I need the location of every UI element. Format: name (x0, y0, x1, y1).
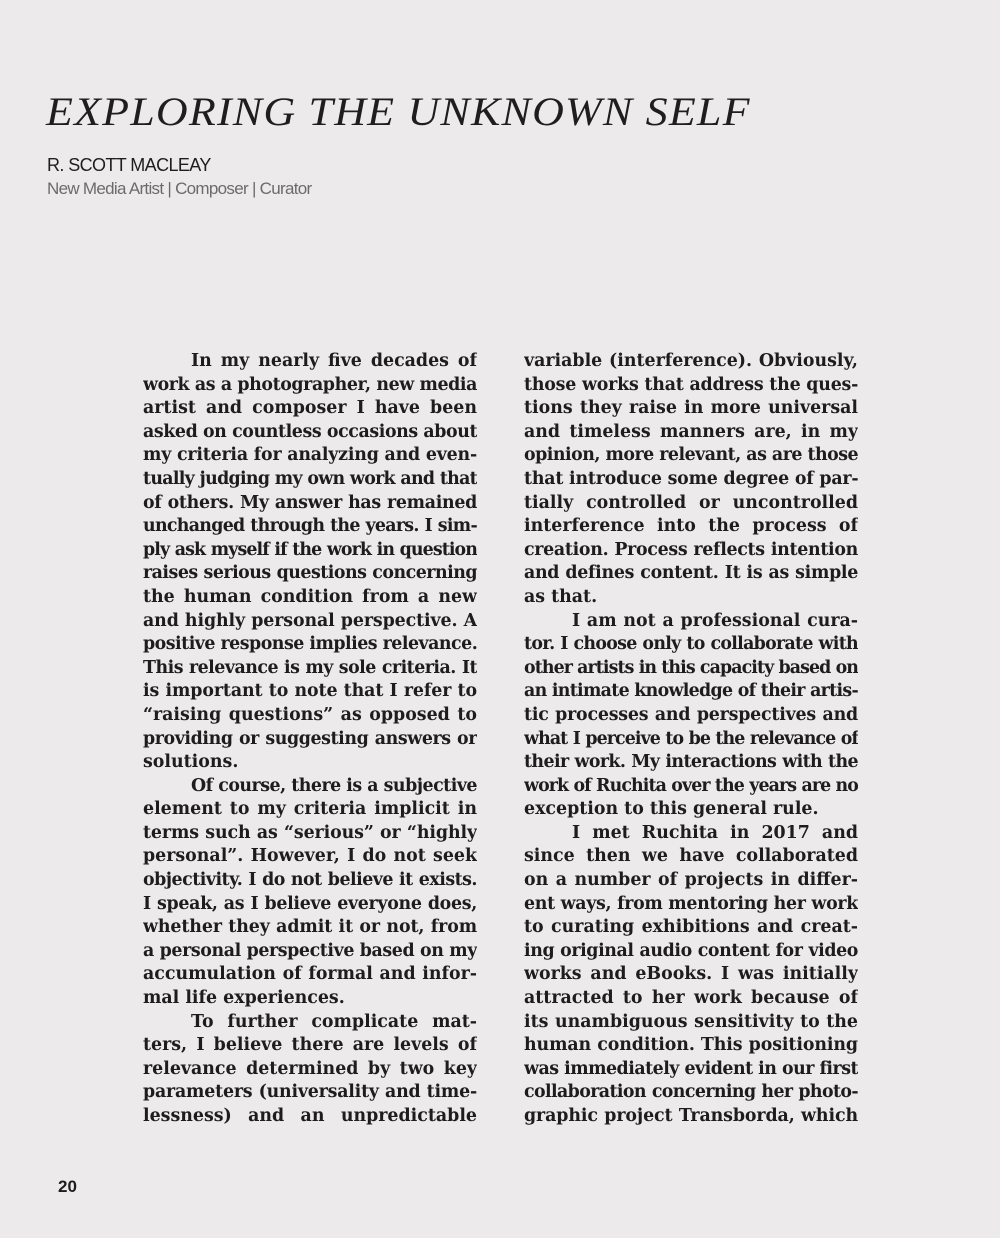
article-column-left (143, 350, 477, 1129)
text-line: that introduce some degree of par- (524, 468, 858, 489)
text-line: and defines content. It is as simple (524, 563, 858, 584)
text-line: objectivity. I do not believe it exists. (143, 870, 477, 891)
text-line: work of Ruchita over the years are no (524, 775, 858, 796)
text-line: Of course, there is a subjective (191, 775, 477, 796)
text-line: interference into the process of (524, 516, 858, 537)
author-name: R. SCOTT MACLEAY (47, 155, 211, 175)
text-line: graphic project Transborda, which (524, 1106, 858, 1126)
text-line: whether they admit it or not, from (143, 917, 477, 938)
text-line: since then we have collaborated (524, 846, 858, 867)
page-number: 20 (58, 1177, 77, 1196)
text-line: relevance determined by two key (143, 1058, 477, 1079)
text-line: ters, I believe there are levels of (143, 1035, 477, 1056)
text-line: those works that address the ques- (524, 374, 858, 395)
text-line: and timeless manners are, in my (524, 421, 858, 442)
text-line: its unambiguous sensitivity to the (524, 1011, 858, 1032)
text-line: To further complicate mat- (191, 1011, 477, 1032)
text-line: “raising questions” as opposed to (143, 704, 477, 725)
article-column-right (524, 350, 858, 1129)
text-line: other artists in this capacity based on (524, 657, 858, 678)
text-line: artist and composer I have been (143, 398, 477, 419)
text-line: was immediately evident in our first (524, 1058, 858, 1079)
text-line: terms such as “serious” or “highly (143, 822, 477, 843)
text-line: accumulation of formal and infor- (143, 964, 477, 985)
text-line: In my nearly five decades of (191, 351, 477, 371)
text-line: on a number of projects in differ- (524, 870, 858, 891)
author-roles: New Media Artist | Composer | Curator (47, 179, 312, 198)
article-title: EXPLORING THE UNKNOWN SELF (46, 88, 751, 134)
text-line: creation. Process reflects intention (524, 539, 858, 560)
text-line: exception to this general rule. (524, 799, 819, 820)
text-line: positive response implies relevance. (143, 634, 477, 655)
text-line: tic processes and perspectives and (524, 704, 858, 725)
text-line: I am not a professional cura- (572, 610, 858, 631)
text-line: This relevance is my sole criteria. It (143, 657, 477, 678)
text-line: to curating exhibitions and creat- (524, 917, 858, 938)
text-line: the human condition from a new (143, 586, 477, 607)
text-line: human condition. This positioning (524, 1035, 858, 1056)
text-line: and highly personal perspective. A (143, 610, 477, 631)
text-line: opinion, more relevant, as are those (524, 445, 858, 466)
text-line: their work. My interactions with the (524, 752, 858, 773)
text-line: parameters (universality and time- (143, 1082, 477, 1103)
text-line: element to my criteria implicit in (143, 799, 477, 820)
text-line: an intimate knowledge of their artis- (524, 681, 858, 702)
text-line: attracted to her work because of (524, 988, 858, 1009)
text-line: lessness) and an unpredictable (143, 1106, 477, 1126)
text-line: asked on countless occasions about (143, 421, 477, 442)
text-line: raises serious questions concerning (143, 563, 477, 584)
text-line: works and eBooks. I was initially (524, 964, 858, 985)
text-line: a personal perspective based on my (143, 940, 477, 961)
text-line: of others. My answer has remained (143, 492, 477, 513)
text-line: tions they raise in more universal (524, 398, 858, 419)
text-line: as that. (524, 586, 598, 607)
text-line: ply ask myself if the work in question (143, 539, 477, 560)
text-line: tor. I choose only to collaborate with (524, 634, 858, 655)
text-line: mal life experiences. (143, 988, 345, 1009)
text-line: my criteria for analyzing and even- (143, 445, 477, 466)
text-line: ing original audio content for video (524, 940, 858, 961)
text-line: I met Ruchita in 2017 and (572, 822, 858, 843)
text-line: unchanged through the years. I sim- (143, 516, 477, 537)
text-line: personal”. However, I do not seek (143, 846, 477, 867)
text-line: is important to note that I refer to (143, 681, 477, 702)
text-line: providing or suggesting answers or (143, 728, 477, 749)
text-line: I speak, as I believe everyone does, (143, 893, 477, 914)
text-line: ent ways, from mentoring her work (524, 893, 858, 914)
text-line: tually judging my own work and that (143, 468, 477, 489)
text-line: tially controlled or uncontrolled (524, 492, 858, 513)
text-line: what I perceive to be the relevance of (524, 728, 858, 749)
text-line: work as a photographer, new media (143, 374, 477, 395)
text-line: collaboration concerning her photo- (524, 1082, 858, 1103)
text-line: variable (interference). Obviously, (524, 351, 858, 371)
text-line: solutions. (143, 752, 239, 773)
